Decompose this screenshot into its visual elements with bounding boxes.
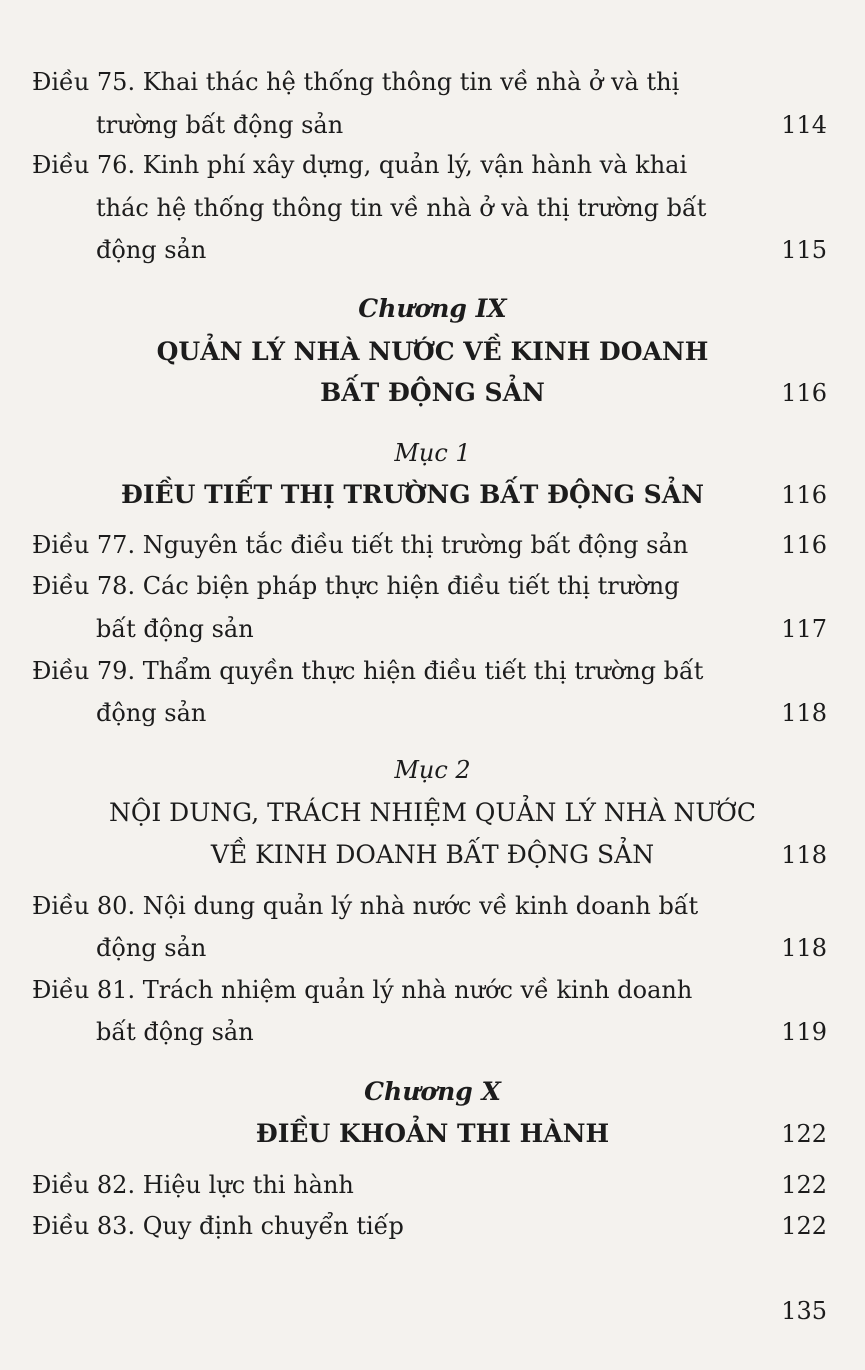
toc-entry-81-line1: Điều 81. Trách nhiệm quản lý nhà nước về kinh doanh [32,976,693,1004]
section-2-title-line2: VỀ KINH DOANH BẤT ĐỘNG SẢN [210,840,655,869]
section-2-title-line1: NỘI DUNG, TRÁCH NHIỆM QUẢN LÝ NHÀ NƯỚC [108,798,757,827]
chapter-9-page: 116 [781,379,827,407]
toc-entry-80-page: 118 [781,934,827,962]
section-1-label: Mục 1 [394,439,471,467]
toc-entry-82-line1: Điều 82. Hiệu lực thi hành [32,1171,354,1199]
toc-entry-82-page: 122 [781,1171,827,1199]
toc-entry-76-page: 115 [781,236,827,264]
toc-entry-83-page: 122 [781,1212,827,1240]
toc-entry-81-page: 119 [781,1018,827,1046]
toc-entry-76-line1: Điều 76. Kinh phí xây dựng, quản lý, vận hành và khai [32,151,688,179]
toc-entry-78-page: 117 [781,615,827,643]
toc-entry-76-line3: động sản [96,236,207,264]
toc-entry-76-line2: thác hệ thống thông tin về nhà ở và thị trường bất [96,194,707,222]
toc-entry-81-line2: bất động sản [96,1018,254,1046]
toc-entry-79-page: 118 [781,699,827,727]
section-2-page: 118 [781,841,827,869]
toc-entry-79-line2: động sản [96,699,207,727]
chapter-9-title-line2: BẤT ĐỘNG SẢN [320,378,545,407]
toc-entry-77-page: 116 [781,531,827,559]
toc-entry-83-line1: Điều 83. Quy định chuyển tiếp [32,1212,404,1240]
chapter-10-title: ĐIỀU KHOẢN THI HÀNH [255,1119,610,1148]
toc-entry-75-page: 114 [781,111,827,139]
toc-entry-78-line1: Điều 78. Các biện pháp thực hiện điều tiết thị trường [32,572,680,600]
toc-entry-77-line1: Điều 77. Nguyên tắc điều tiết thị trường bất động sản [32,531,689,559]
page-number: 135 [781,1297,827,1325]
chapter-9-label: Chương IX [358,294,507,323]
section-1-page: 116 [781,481,827,509]
section-1-title: ĐIỀU TIẾT THỊ TRƯỜNG BẤT ĐỘNG SẢN [121,480,704,509]
section-2-label: Mục 2 [394,756,471,784]
chapter-10-page: 122 [781,1120,827,1148]
chapter-10-label: Chương X [364,1077,501,1106]
toc-entry-75-line2: trường bất động sản [96,111,344,139]
toc-entry-79-line1: Điều 79. Thẩm quyền thực hiện điều tiết thị trường bất [32,657,704,685]
toc-entry-78-line2: bất động sản [96,615,254,643]
toc-entry-80-line2: động sản [96,934,207,962]
toc-entry-75-line1: Điều 75. Khai thác hệ thống thông tin về nhà ở và thị [32,68,680,96]
toc-entry-80-line1: Điều 80. Nội dung quản lý nhà nước về kinh doanh bất [32,892,699,920]
chapter-9-title-line1: QUẢN LÝ NHÀ NƯỚC VỀ KINH DOANH [156,337,709,366]
